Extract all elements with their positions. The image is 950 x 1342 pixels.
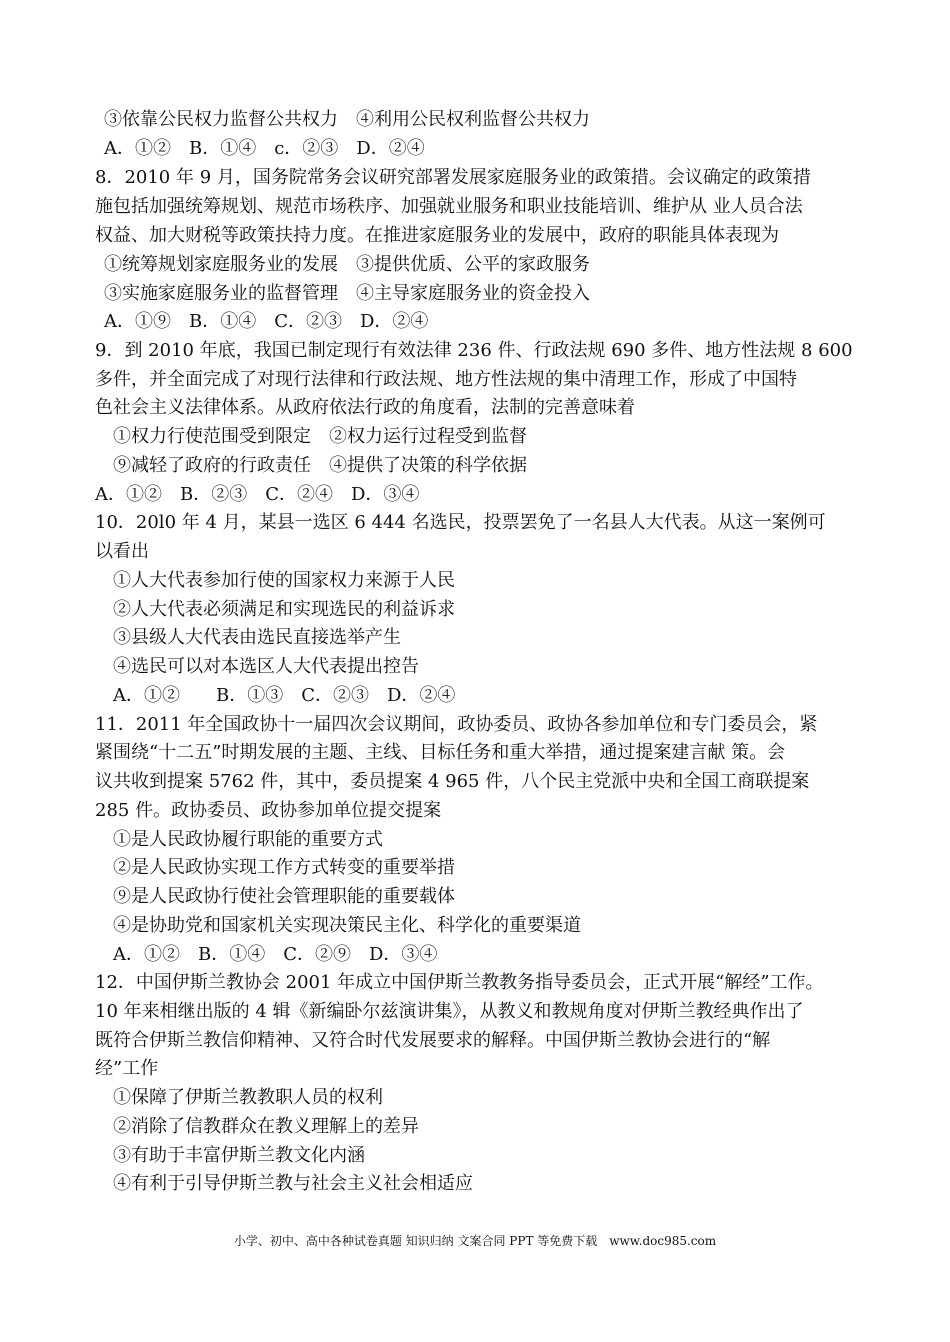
q8-stem-line-3: 权益、加大财税等政策扶持力度。在推进家庭服务业的发展中，政府的职能具体表现为 <box>95 225 779 246</box>
q8-stem-line-1: 8．2010 年 9 月，国务院常务会议研究部署发展家庭服务业的政策措。会议确定的政策措 <box>95 167 811 188</box>
q9-stem-line-3: 色社会主义法律体系。从政府依法行政的角度看，法制的完善意味着 <box>95 397 635 418</box>
q8-answer-choices: A．①⑨ B．①④ C．②③ D．②④ <box>104 311 429 332</box>
q8-option-line-1: ①统筹规划家庭服务业的发展 ③提供优质、公平的家政服务 <box>104 254 590 275</box>
q8-option-line-2: ③实施家庭服务业的监督管理 ④主导家庭服务业的资金投入 <box>104 283 590 304</box>
q11-stem-line-1: 11．2011 年全国政协十一届四次会议期间，政协委员、政协各参加单位和专门委员会，紧 <box>95 714 818 735</box>
q11-option-3: ⑨是人民政协行使社会管理职能的重要载体 <box>113 886 455 907</box>
q9-stem-line-1: 9．到 2010 年底，我国已制定现行有效法律 236 件、行政法规 690 多件、地方性法规 8 600 <box>95 340 853 361</box>
q12-stem-line-2: 10 年来相继出版的 4 辑《新编卧尔兹演讲集》，从教义和教规角度对伊斯兰教经典作出了 <box>95 1001 804 1022</box>
q12-option-1: ①保障了伊斯兰教教职人员的权利 <box>113 1087 383 1108</box>
page-footer: 小学、初中、高中各种试卷真题 知识归纳 文案合同 PPT 等免费下载 www.doc985.com <box>233 1234 717 1248</box>
q12-stem-line-3: 既符合伊斯兰教信仰精神、又符合时代发展要求的解释。中国伊斯兰教协会进行的“解 <box>95 1030 771 1051</box>
q9-stem-line-2: 多件，并全面完成了对现行法律和行政法规、地方性法规的集中清理工作，形成了中国特 <box>95 369 797 390</box>
q11-stem-line-2: 紧围绕“十二五”时期发展的主题、主线、目标任务和重大举措，通过提案建言献 策。会 <box>95 742 786 763</box>
q11-answer-choices: A．①② B．①④ C．②⑨ D．③④ <box>113 944 438 965</box>
q12-option-3: ③有助于丰富伊斯兰教文化内涵 <box>113 1145 365 1166</box>
q9-option-line-2: ⑨减轻了政府的行政责任 ④提供了决策的科学依据 <box>113 455 527 476</box>
q8-stem-line-2: 施包括加强统筹规划、规范市场秩序、加强就业服务和职业技能培训、维护从 业人员合法 <box>95 196 803 217</box>
q10-option-2: ②人大代表必须满足和实现选民的利益诉求 <box>113 599 455 620</box>
q7-answer-choices: A．①② B．①④ c．②③ D．②④ <box>104 138 425 159</box>
q12-option-2: ②消除了信教群众在教义理解上的差异 <box>113 1116 419 1137</box>
q11-stem-line-4: 285 件。政协委员、政协参加单位提交提案 <box>95 800 442 821</box>
q12-stem-line-4: 经”工作 <box>95 1058 159 1079</box>
q9-answer-choices: A．①② B．②③ C．②④ D．③④ <box>95 484 420 505</box>
q11-stem-line-3: 议共收到提案 5762 件，其中，委员提案 4 965 件，八个民主党派中央和全国工商联提案 <box>95 771 810 792</box>
q11-option-2: ②是人民政协实现工作方式转变的重要举措 <box>113 857 455 878</box>
q10-answer-choices: A．①② B．①③ C．②③ D．②④ <box>113 685 456 706</box>
q10-stem-line-2: 以看出 <box>95 541 149 562</box>
q10-option-3: ③县级人大代表由选民直接选举产生 <box>113 627 401 648</box>
q12-stem-line-1: 12．中国伊斯兰教协会 2001 年成立中国伊斯兰教教务指导委员会，正式开展“解经”工作。 <box>95 972 824 993</box>
q11-option-4: ④是协助党和国家机关实现决策民主化、科学化的重要渠道 <box>113 915 581 936</box>
q12-option-4: ④有利于引导伊斯兰教与社会主义社会相适应 <box>113 1173 473 1194</box>
q10-stem-line-1: 10．20l0 年 4 月，某县一选区 6 444 名选民，投票罢免了一名县人大代表。从这一案例可 <box>95 512 826 533</box>
q10-option-4: ④选民可以对本选区人大代表提出控告 <box>113 656 419 677</box>
q11-option-1: ①是人民政协履行职能的重要方式 <box>113 829 383 850</box>
q10-option-1: ①人大代表参加行使的国家权力来源于人民 <box>113 570 455 591</box>
q9-option-line-1: ①权力行使范围受到限定 ②权力运行过程受到监督 <box>113 426 527 447</box>
q7-options-line: ③依靠公民权力监督公共权力 ④利用公民权利监督公共权力 <box>104 109 590 130</box>
